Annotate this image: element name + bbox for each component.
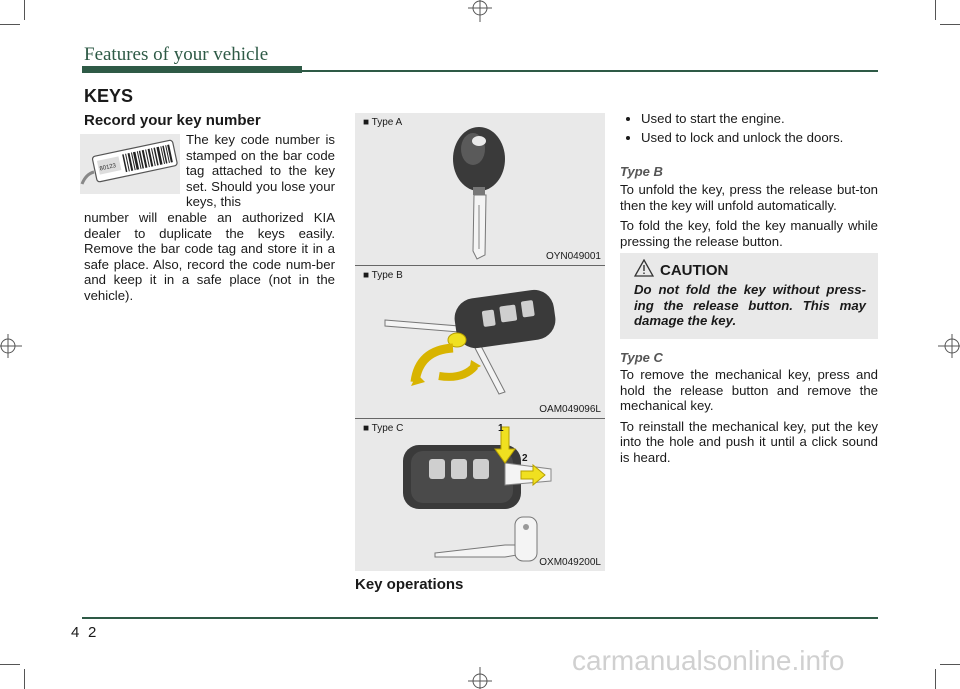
image-code: OYN049001 [545,251,601,262]
key-image-type-c [355,419,605,571]
marker-2: 2 [522,453,528,464]
panel-label: ■ Type C [363,423,404,434]
marker-1: 1 [498,423,504,434]
type-c-heading: Type C [620,350,663,365]
barcode-tag-image [80,134,180,194]
usage-list [626,111,891,148]
type-c-paragraph: To reinstall the mechanical key, put the key into the hole and push it until a click sound is heard. [620,418,878,465]
type-b-paragraph: To unfold the key, press the release but-ton then the key will unfold automatically. [620,182,878,213]
panel-label: ■ Type B [363,270,403,281]
caution-text: Do not fold the key without press-ing the release button. This may damage the key. [634,282,866,329]
key-type-c-illustration [355,419,605,571]
caution-title: CAUTION [660,262,729,279]
page-header-title: Features of your vehicle [84,44,269,65]
caution-box [620,253,878,339]
key-image-type-a [355,113,605,265]
list-item: • Used to start the engine. [641,111,891,127]
record-key-text-indent: The key code number is stamped on the bar code tag attached to the key set. Should you lose your keys, this [186,132,335,210]
type-c-paragraph: To remove the mechanical key, press and hold the release button and remove the mechanical key. [620,367,878,414]
section-title: KEYS [84,86,134,106]
list-item: • Used to lock and unlock the doors. [641,130,891,146]
record-key-text: number will enable an authorized KIA dealer to duplicate the keys easily. Remove the bar code tag and store it in a safe place. Also, record the code num-ber and keep it in a safe place (not in the vehicle). [84,210,335,303]
type-c-text [620,367,878,471]
record-key-heading: Record your key number [84,112,261,129]
warning-icon [634,259,654,277]
image-code: OXM049200L [539,557,601,568]
type-b-text [620,182,878,254]
type-b-paragraph: To fold the key, fold the key manually while pressing the release button. [620,218,878,249]
key-image-type-b [355,266,605,418]
watermark: carmanualsonline.info [572,645,845,676]
key-type-a-illustration [355,113,605,265]
header-rule-thin [302,70,878,72]
chapter-number: 4 [71,624,80,641]
header-rule [82,66,302,73]
key-operations-heading: Key operations [355,576,464,593]
type-b-heading: Type B [620,164,663,179]
footer-rule [82,617,878,619]
panel-label: ■ Type A [363,117,403,128]
registration-mark-top [466,0,494,22]
key-type-b-illustration [355,266,605,418]
page-number: 2 [88,624,97,641]
tag-code: 80123 [99,163,117,173]
registration-mark-bottom [466,667,494,689]
registration-mark-left [0,332,22,360]
image-code: OAM049096L [539,404,601,415]
registration-mark-right [938,332,960,360]
